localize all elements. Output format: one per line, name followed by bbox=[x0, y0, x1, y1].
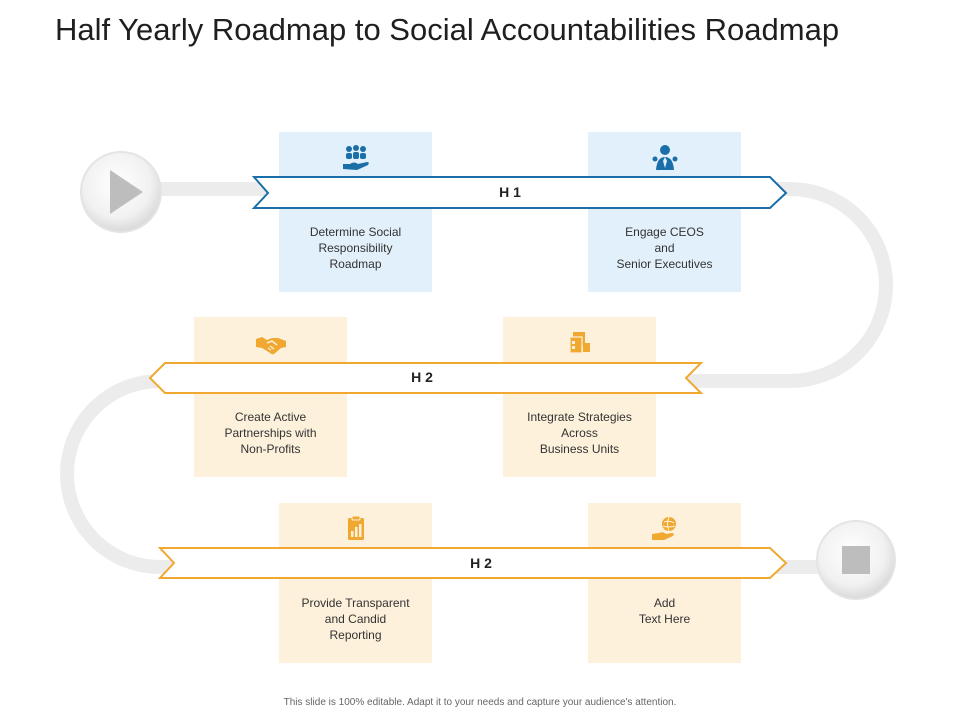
band-label-h2-upper: H 2 bbox=[411, 369, 433, 385]
footer-note: This slide is 100% editable. Adapt it to your needs and capture your audience's attention. bbox=[283, 697, 677, 708]
page-title: Half Yearly Roadmap to Social Accountabilities Roadmap bbox=[55, 12, 840, 47]
band-label-h1: H 1 bbox=[499, 184, 521, 200]
card-label: Provide Transparent and Candid Reporting bbox=[301, 596, 410, 642]
band-label-h2-lower: H 2 bbox=[470, 555, 492, 571]
card-label: Engage CEOS and Senior Executives bbox=[616, 225, 713, 271]
card-label: Add Text Here bbox=[638, 596, 691, 626]
start-play-button[interactable] bbox=[81, 152, 161, 232]
end-stop-button[interactable] bbox=[817, 521, 895, 599]
stop-icon bbox=[842, 546, 870, 574]
card-label: Determine Social Responsibility Roadmap bbox=[309, 225, 402, 271]
card-label: Integrate Strategies Across Business Units bbox=[527, 410, 632, 456]
card-label: Create Active Partnerships with Non-Profits bbox=[224, 410, 317, 456]
